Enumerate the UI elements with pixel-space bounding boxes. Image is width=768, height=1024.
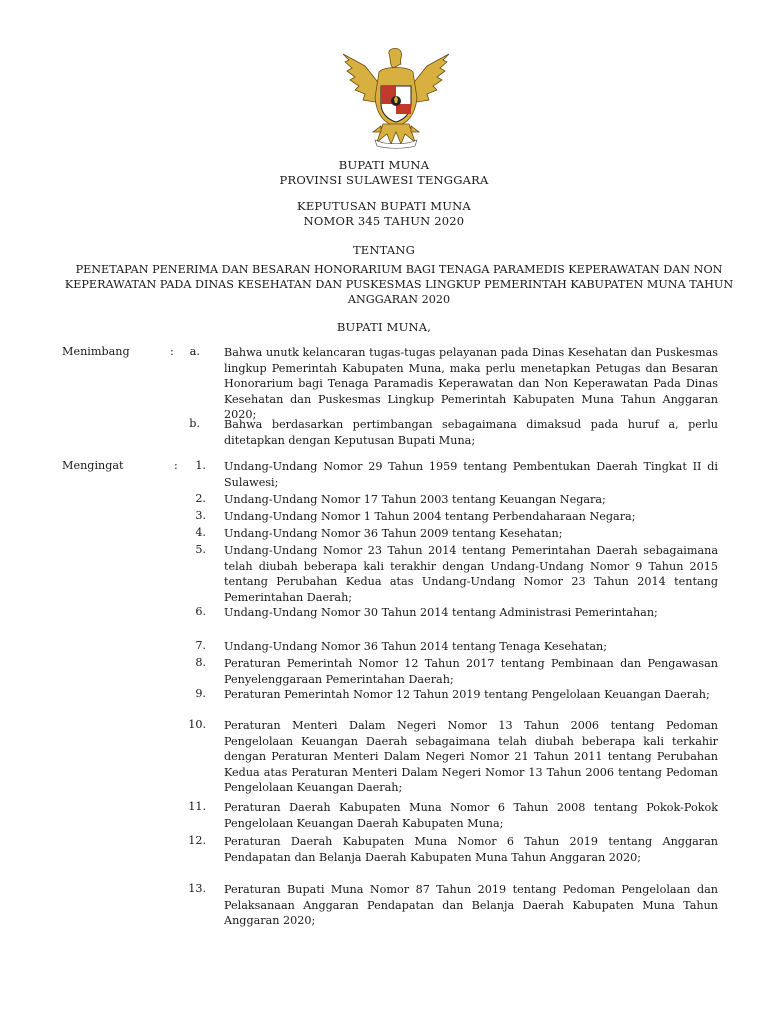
mengingat-label: Mengingat <box>62 459 124 472</box>
item-text: Peraturan Menteri Dalam Negeri Nomor 13 Tahun 2006 tentang Pedoman Pengelolaan Keuangan Daerah sebagaimana telah diubah beberapa kali terkahir dengan Peraturan Menteri Dalam Negeri Nomor 21 Tahun 2011 tentang Perubahan Kedua atas Peraturan Menteri Dalam Negeri Nomor 13 Tahun 2006 tentang Pedoman Pengelolaan Keuangan Daerah; <box>224 719 718 794</box>
decree-header <box>0 199 768 229</box>
about-heading: TENTANG <box>352 243 416 257</box>
item-text: Bahwa berdasarkan pertimbangan sebagaimana dimaksud pada huruf a, perlu ditetapkan dengan Keputusan Bupati Muna; <box>224 418 718 447</box>
item-text: Peraturan Daerah Kabupaten Muna Nomor 6 Tahun 2019 tentang Anggaran Pendapatan dan Belanja Daerah Kabupaten Muna Tahun Anggaran 2020; <box>224 835 718 864</box>
item-marker: 8. <box>195 656 206 669</box>
item-marker: 11. <box>188 800 206 813</box>
item-marker: 9. <box>195 687 206 700</box>
item-text: Undang-Undang Nomor 17 Tahun 2003 tentang Keuangan Negara; <box>224 493 606 506</box>
item-marker: a. <box>189 345 200 358</box>
item-text: Undang-Undang Nomor 30 Tahun 2014 tentang Administrasi Pemerintahan; <box>224 606 658 619</box>
item-marker: 3. <box>195 509 206 522</box>
item-marker: b. <box>189 417 200 430</box>
item-marker: 7. <box>195 639 206 652</box>
item-marker: 10. <box>188 718 206 731</box>
menimbang-label: Menimbang <box>62 345 130 358</box>
item-text: Peraturan Bupati Muna Nomor 87 Tahun 2019 tentang Pedoman Pengelolaan dan Pelaksanaan Anggaran Pendapatan dan Belanja Daerah Kabupaten Muna Tahun Anggaran 2020; <box>224 883 718 927</box>
item-marker: 1. <box>195 459 206 472</box>
decree-number: NOMOR 345 TAHUN 2020 <box>303 214 465 228</box>
issuer-line: BUPATI MUNA, <box>336 320 432 334</box>
item-text: Undang-Undang Nomor 1 Tahun 2004 tentang Perbendaharaan Negara; <box>224 510 636 523</box>
menimbang-colon: : <box>170 345 174 358</box>
regent-title: BUPATI MUNA <box>338 158 430 172</box>
item-marker: 13. <box>188 882 206 895</box>
item-text: Undang-Undang Nomor 36 Tahun 2009 tentang Kesehatan; <box>224 527 563 540</box>
decree-title: KEPUTUSAN BUPATI MUNA <box>297 199 471 213</box>
item-marker: 12. <box>188 834 206 847</box>
item-marker: 6. <box>195 605 206 618</box>
item-text: Peraturan Pemerintah Nomor 12 Tahun 2019 tentang Pengelolaan Keuangan Daerah; <box>224 688 710 701</box>
item-text: Bahwa unutk kelancaran tugas-tugas pelayanan pada Dinas Kesehatan dan Puskesmas lingkup Pemerintah Kabupaten Muna, maka perlu menetapkan Petugas dan Besaran Honorarium bagi Tenaga Paramadis Keperawatan dan Non Keperawatan Pada Dinas Kesehatan dan Puskesmas Lingkup Pemerintah Kabupaten Muna Tahun Anggaran 2020; <box>224 346 718 421</box>
decree-subject: PENETAPAN PENERIMA DAN BESARAN HONORARIUM BAGI TENAGA PARAMEDIS KEPERAWATAN DAN NON KEPERAWATAN PADA DINAS KESEHATAN DAN PUSKESMAS LINGKUP PEMERINTAH KABUPATEN MUNA TAHUN ANGGARAN 2020 <box>64 263 734 306</box>
item-text: Undang-Undang Nomor 29 Tahun 1959 tentang Pembentukan Daerah Tingkat II di Sulawesi; <box>224 460 718 489</box>
item-marker: 5. <box>195 543 206 556</box>
province-title: PROVINSI SULAWESI TENGGARA <box>279 173 489 187</box>
item-marker: 4. <box>195 526 206 539</box>
item-text: Peraturan Pemerintah Nomor 12 Tahun 2017 tentang Pembinaan dan Pengawasan Penyelenggaraan Pemerintahan Daerah; <box>224 657 718 686</box>
mengingat-colon: : <box>174 459 178 472</box>
item-text: Undang-Undang Nomor 36 Tahun 2014 tentang Tenaga Kesehatan; <box>224 640 607 653</box>
item-text: Undang-Undang Nomor 23 Tahun 2014 tentang Pemerintahan Daerah sebagaimana telah diubah beberapa kali terakhir dengan Undang-Undang Nomor 9 Tahun 2015 tentang Perubahan Kedua atas Undang-Undang Nomor 23 Tahun 2014 tentang Pemerintahan Daerah; <box>224 544 718 604</box>
garuda-emblem-icon <box>337 46 455 150</box>
regency-header <box>0 158 768 188</box>
item-text: Peraturan Daerah Kabupaten Muna Nomor 6 Tahun 2008 tentang Pokok-Pokok Pengelolaan Keuangan Daerah Kabupaten Muna; <box>224 801 718 830</box>
item-marker: 2. <box>195 492 206 505</box>
